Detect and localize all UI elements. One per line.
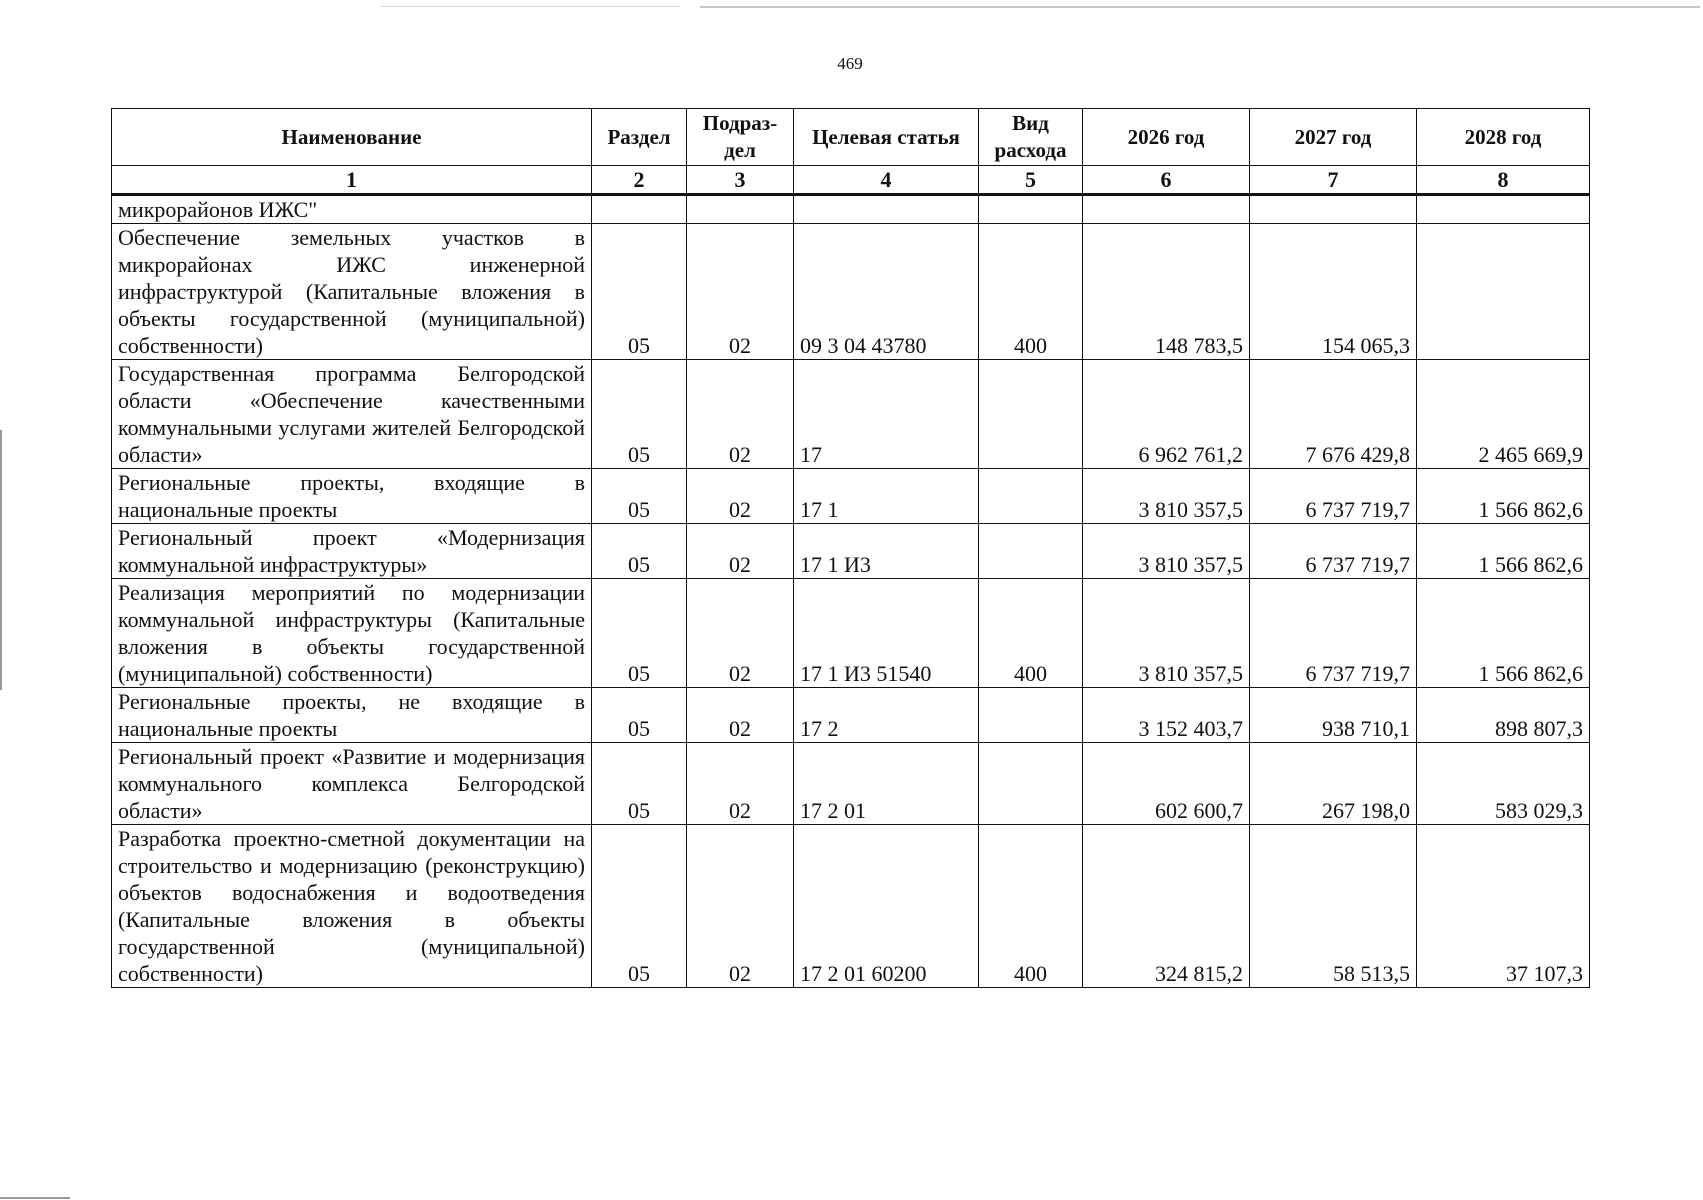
row-expense-type bbox=[979, 688, 1083, 743]
row-expense-type: 400 bbox=[979, 224, 1083, 360]
row-name: Обеспечение земельных участков в микрорайонах ИЖС инженерной инфраструктурой (Капитальные вложения в объекты государственной (муниципальной) собственности) bbox=[112, 224, 592, 360]
row-target-article: 17 1 И3 bbox=[794, 524, 979, 579]
scan-artifact-line bbox=[0, 1197, 70, 1199]
column-number: 3 bbox=[687, 166, 794, 195]
row-value-2028 bbox=[1417, 224, 1590, 360]
row-value-2028: 1 566 862,6 bbox=[1417, 524, 1590, 579]
row-section: 05 bbox=[592, 360, 687, 469]
column-number: 5 bbox=[979, 166, 1083, 195]
row-subsection: 02 bbox=[687, 360, 794, 469]
row-section: 05 bbox=[592, 224, 687, 360]
table-row bbox=[112, 743, 1590, 825]
row-value-2027: 267 198,0 bbox=[1250, 743, 1417, 825]
row-subsection: 02 bbox=[687, 469, 794, 524]
header-year-2028: 2028 год bbox=[1417, 109, 1590, 166]
table-row bbox=[112, 579, 1590, 688]
column-number: 7 bbox=[1250, 166, 1417, 195]
row-target-article: 17 1 И3 51540 bbox=[794, 579, 979, 688]
row-target-article: 17 2 01 bbox=[794, 743, 979, 825]
budget-table bbox=[111, 108, 1590, 988]
header-target-article: Целевая статья bbox=[794, 109, 979, 166]
scan-artifact-line bbox=[700, 6, 1700, 8]
row-section: 05 bbox=[592, 825, 687, 988]
table-row bbox=[112, 360, 1590, 469]
row-name: Региональные проекты, входящие в национальные проекты bbox=[112, 469, 592, 524]
header-expense-type: Вид расхода bbox=[979, 109, 1083, 166]
row-value-2026: 3 810 357,5 bbox=[1083, 579, 1250, 688]
table-row bbox=[112, 224, 1590, 360]
row-value-2026: 3 152 403,7 bbox=[1083, 688, 1250, 743]
row-expense-type bbox=[979, 469, 1083, 524]
row-expense-type: 400 bbox=[979, 825, 1083, 988]
column-number: 2 bbox=[592, 166, 687, 195]
row-subsection: 02 bbox=[687, 825, 794, 988]
row-value-2028: 1 566 862,6 bbox=[1417, 469, 1590, 524]
row-subsection: 02 bbox=[687, 524, 794, 579]
table-row bbox=[112, 825, 1590, 988]
row-target-article: 09 3 04 43780 bbox=[794, 224, 979, 360]
row-value-2027: 6 737 719,7 bbox=[1250, 579, 1417, 688]
scan-artifact-line bbox=[380, 6, 680, 7]
header-year-2027: 2027 год bbox=[1250, 109, 1417, 166]
row-value-2026 bbox=[1083, 195, 1250, 224]
row-expense-type bbox=[979, 524, 1083, 579]
row-value-2027 bbox=[1250, 195, 1417, 224]
row-value-2026: 6 962 761,2 bbox=[1083, 360, 1250, 469]
row-expense-type bbox=[979, 360, 1083, 469]
row-value-2027: 154 065,3 bbox=[1250, 224, 1417, 360]
row-value-2028: 2 465 669,9 bbox=[1417, 360, 1590, 469]
row-target-article: 17 1 bbox=[794, 469, 979, 524]
row-name: Региональный проект «Развитие и модернизация коммунального комплекса Белгородской области» bbox=[112, 743, 592, 825]
row-value-2027: 7 676 429,8 bbox=[1250, 360, 1417, 469]
row-name: Реализация мероприятий по модернизации коммунальной инфраструктуры (Капитальные вложения в объекты государственной (муниципальной) собственности) bbox=[112, 579, 592, 688]
row-section bbox=[592, 195, 687, 224]
column-number: 1 bbox=[112, 166, 592, 195]
row-target-article: 17 2 01 60200 bbox=[794, 825, 979, 988]
row-subsection bbox=[687, 195, 794, 224]
row-value-2028: 583 029,3 bbox=[1417, 743, 1590, 825]
row-subsection: 02 bbox=[687, 579, 794, 688]
row-expense-type bbox=[979, 195, 1083, 224]
row-expense-type: 400 bbox=[979, 579, 1083, 688]
row-value-2026: 602 600,7 bbox=[1083, 743, 1250, 825]
row-name: Разработка проектно-сметной документации на строительство и модернизацию (реконструкцию) объектов водоснабжения и водоотведения (Капитальные вложения в объекты государственной (муниципальной) собственности) bbox=[112, 825, 592, 988]
table-row bbox=[112, 195, 1590, 224]
row-value-2026: 3 810 357,5 bbox=[1083, 524, 1250, 579]
scan-artifact-line bbox=[0, 430, 2, 690]
row-name: микрорайонов ИЖС" bbox=[112, 195, 592, 224]
row-section: 05 bbox=[592, 469, 687, 524]
row-value-2026: 148 783,5 bbox=[1083, 224, 1250, 360]
row-subsection: 02 bbox=[687, 688, 794, 743]
table-row bbox=[112, 524, 1590, 579]
row-value-2026: 3 810 357,5 bbox=[1083, 469, 1250, 524]
header-year-2026: 2026 год bbox=[1083, 109, 1250, 166]
row-value-2027: 6 737 719,7 bbox=[1250, 524, 1417, 579]
page-number: 469 bbox=[837, 54, 863, 73]
row-expense-type bbox=[979, 743, 1083, 825]
column-number: 4 bbox=[794, 166, 979, 195]
table-row bbox=[112, 469, 1590, 524]
row-value-2028 bbox=[1417, 195, 1590, 224]
table-row bbox=[112, 688, 1590, 743]
header-section: Раздел bbox=[592, 109, 687, 166]
column-number-row bbox=[112, 166, 1590, 195]
row-target-article: 17 bbox=[794, 360, 979, 469]
row-target-article: 17 2 bbox=[794, 688, 979, 743]
row-value-2028: 1 566 862,6 bbox=[1417, 579, 1590, 688]
row-section: 05 bbox=[592, 743, 687, 825]
row-value-2028: 37 107,3 bbox=[1417, 825, 1590, 988]
row-name: Государственная программа Белгородской области «Обеспечение качественными коммунальными услугами жителей Белгородской области» bbox=[112, 360, 592, 469]
row-subsection: 02 bbox=[687, 743, 794, 825]
header-subsection: Подраз-дел bbox=[687, 109, 794, 166]
row-value-2027: 6 737 719,7 bbox=[1250, 469, 1417, 524]
table-header-row bbox=[112, 109, 1590, 166]
row-name: Региональный проект «Модернизация коммунальной инфраструктуры» bbox=[112, 524, 592, 579]
row-value-2026: 324 815,2 bbox=[1083, 825, 1250, 988]
row-name: Региональные проекты, не входящие в национальные проекты bbox=[112, 688, 592, 743]
column-number: 6 bbox=[1083, 166, 1250, 195]
row-section: 05 bbox=[592, 524, 687, 579]
header-name: Наименование bbox=[112, 109, 592, 166]
column-number: 8 bbox=[1417, 166, 1590, 195]
row-value-2028: 898 807,3 bbox=[1417, 688, 1590, 743]
row-value-2027: 58 513,5 bbox=[1250, 825, 1417, 988]
row-subsection: 02 bbox=[687, 224, 794, 360]
row-target-article bbox=[794, 195, 979, 224]
row-section: 05 bbox=[592, 688, 687, 743]
row-value-2027: 938 710,1 bbox=[1250, 688, 1417, 743]
row-section: 05 bbox=[592, 579, 687, 688]
